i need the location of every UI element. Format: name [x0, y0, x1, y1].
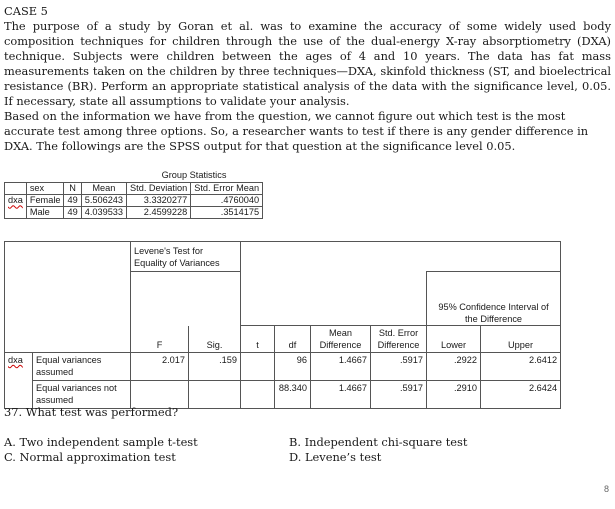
column-header-std-error-mean: Std. Error Mean — [191, 183, 263, 195]
column-header-mean-difference: Mean Difference — [311, 326, 371, 353]
row-label: Equal variances assumed — [33, 353, 131, 381]
table-cell — [131, 272, 241, 326]
table-cell: .2910 — [427, 381, 481, 409]
paragraph-study-description: The purpose of a study by Goran et al. was to examine the accuracy of some widely used body composition techniques for children through the use of the dual-energy X-ray absorptiometry (DXA) technique. Subjects were children between the ages of 4 and 10 years. The data has fat mass measurements taken on the children by three techniques—DXA, skinfold thickness (ST, and bioelectrical resistance (BR). Perform an appropriate statistical analysis of the data with the significance level, 0.05. If necessary, state all assumptions to validate your analysis. — [4, 19, 611, 108]
case-description — [4, 19, 611, 154]
table-cell — [241, 242, 561, 272]
independent-samples-test-block — [4, 241, 561, 409]
table-cell: Female — [26, 195, 64, 207]
table-row — [5, 207, 263, 219]
option-b[interactable]: B. Independent chi-square test — [289, 435, 468, 449]
table-header-row — [5, 326, 561, 353]
table-cell: .5917 — [371, 353, 427, 381]
column-header-n: N — [64, 183, 81, 195]
question-text: 37. What test was performed? — [4, 405, 179, 419]
table-cell — [5, 326, 131, 353]
column-header-sex: sex — [26, 183, 64, 195]
confidence-interval-header: 95% Confidence Interval of the Difference — [427, 272, 561, 326]
table-cell — [5, 183, 27, 195]
table-cell — [241, 381, 275, 409]
table-cell — [5, 242, 131, 326]
table-cell: 1.4667 — [311, 353, 371, 381]
table-cell — [5, 207, 27, 219]
table-cell: 3.3320277 — [127, 195, 191, 207]
table-cell: .4760040 — [191, 195, 263, 207]
table-cell: Male — [26, 207, 64, 219]
table-cell: 2.6412 — [481, 353, 561, 381]
table-cell: .5917 — [371, 381, 427, 409]
table-cell: .2922 — [427, 353, 481, 381]
column-header-std-error-difference: Std. Error Difference — [371, 326, 427, 353]
column-header-upper: Upper — [481, 326, 561, 353]
table-cell: 2.017 — [131, 353, 189, 381]
option-c[interactable]: C. Normal approximation test — [4, 450, 176, 464]
group-statistics-title: Group Statistics — [161, 170, 227, 180]
table-cell: 88.340 — [275, 381, 311, 409]
table-row — [5, 195, 263, 207]
row-label: Equal variances not assumed — [33, 381, 131, 409]
option-d[interactable]: D. Levene’s test — [289, 450, 382, 464]
independent-samples-test-table — [4, 241, 561, 409]
table-row — [5, 353, 561, 381]
table-header-row — [5, 183, 263, 195]
case-title: CASE 5 — [4, 4, 48, 18]
table-cell: 49 — [64, 195, 81, 207]
column-header-sig: Sig. — [189, 326, 241, 353]
column-header-mean: Mean — [81, 183, 126, 195]
column-header-std-deviation: Std. Deviation — [127, 183, 191, 195]
column-header-t: t — [241, 326, 275, 353]
table-cell: 4.039533 — [81, 207, 126, 219]
table-cell — [241, 353, 275, 381]
group-statistics-table — [4, 182, 263, 219]
table-cell — [241, 272, 427, 326]
table-cell: 5.506243 — [81, 195, 126, 207]
table-header-row — [5, 242, 561, 272]
variable-label: dxa — [5, 195, 27, 207]
page-number: 8 — [603, 484, 609, 494]
paragraph-research-question: Based on the information we have from the question, we cannot figure out which test is the most accurate test among three options. So, a researcher wants to test if there is any gender difference in DXA. The followings are the SPSS output for that question at the significance level 0.05. — [4, 109, 589, 153]
table-cell: 96 — [275, 353, 311, 381]
levene-header: Levene's Test for Equality of Variances — [131, 242, 241, 272]
column-header-df: df — [275, 326, 311, 353]
column-header-f: F — [131, 326, 189, 353]
table-cell: 49 — [64, 207, 81, 219]
table-cell: 2.6424 — [481, 381, 561, 409]
table-cell: .3514175 — [191, 207, 263, 219]
table-cell — [189, 381, 241, 409]
table-cell: 1.4667 — [311, 381, 371, 409]
column-header-lower: Lower — [427, 326, 481, 353]
option-a[interactable]: A. Two independent sample t-test — [4, 435, 198, 449]
table-cell: .159 — [189, 353, 241, 381]
variable-label: dxa — [5, 353, 33, 381]
table-cell: 2.4599228 — [127, 207, 191, 219]
